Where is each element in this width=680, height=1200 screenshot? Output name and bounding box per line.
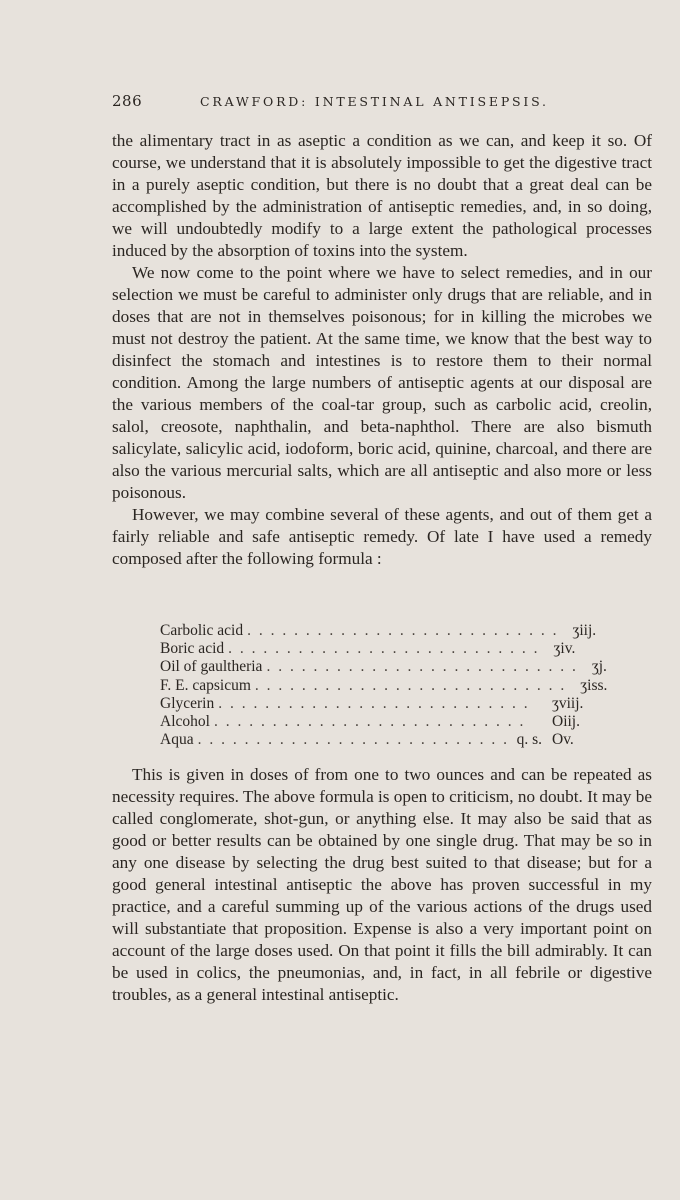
paragraph: This is given in doses of from one to two ounces and can be repeated as necessity requires. The above formula is open to criticism, no doubt. It may be called conglomerate, shot-gun, or anything else. It may also be said that as good or better results can be obtained by one single drug. That may be so in any one disease by selecting the drug best suited to that disease; but for a good general intestinal antiseptic the above has proven successful in my practice, and a careful summing up of the various actions of the drugs used will substantiate that proposition. Expense is also a very important point on account of the large doses used. On that point it fills the bill admirably. It can be used in colics, the pneumonias, and, in fact, in all febrile or digestive troubles, as a general intestinal antiseptic. <box>112 765 652 1004</box>
ingredient-amount: ʒiij. <box>572 622 597 639</box>
leader-dots: . . . . . . . . . . . . . . . . . . . . . . . . . . . <box>213 713 526 731</box>
ingredient-name: Alcohol <box>160 713 210 731</box>
leader-dots: . . . . . . . . . . . . . . . . . . . . . . . . . . . <box>254 676 567 694</box>
ingredient-amount: ʒiv. <box>553 640 576 658</box>
body-text-top <box>112 130 652 570</box>
page-header <box>112 92 572 114</box>
formula-row <box>160 658 607 676</box>
body-text-bottom <box>112 764 652 1006</box>
qs-note: q. s. <box>516 731 542 749</box>
formula-row <box>160 640 600 658</box>
ingredient-name: F. E. capsicum <box>160 676 251 694</box>
prescription-formula <box>160 622 608 749</box>
ingredient-amount: ʒj. <box>591 658 607 676</box>
paragraph: We now come to the point where we have to select remedies, and in our selection we must be careful to administer only drugs that are reliable, and in doses that are not in themselves poisonous; for in killing the microbes we must not destroy the patient. At the same time, we know that the best way to disinfect the stomach and intestines is to restore them to their normal condition. Among the large numbers of antiseptic agents at our disposal are the various members of the coal-tar group, such as carbolic acid, creolin, salol, creosote, naphthalin, and beta-naphthol. There are also bismuth salicylate, salicylic acid, iodoform, boric acid, quinine, charcoal, and there are also the various mercurial salts, which are all antiseptic and also more or less poisonous. <box>112 263 652 502</box>
leader-dots: . . . . . . . . . . . . . . . . . . . . . . . . . . . <box>218 694 530 712</box>
running-title: CRAWFORD: INTESTINAL ANTISEPSIS. <box>200 94 549 109</box>
ingredient-amount: Ov. <box>552 731 574 749</box>
leader-dots: . . . . . . . . . . . . . . . . . . . . . . . . . . . <box>247 622 559 639</box>
paragraph: However, we may combine several of these agents, and out of them get a fairly reliable and safe antiseptic remedy. Of late I have used a remedy composed after the following formula : <box>112 505 652 568</box>
ingredient-name: Carbolic acid <box>160 622 244 639</box>
paragraph: the alimentary tract in as aseptic a condition as we can, and keep it so. Of course, we understand that it is absolutely impossible to get the digestive tract in a purely aseptic condition, but there is no doubt that a great deal can be accomplished by the administration of antiseptic remedies, and, in so doing, we will undoubtedly modify to a large extent the pathological processes induced by the absorption of toxins into the system. <box>112 131 652 260</box>
ingredient-name: Boric acid <box>160 640 225 658</box>
formula-row <box>160 713 600 731</box>
ingredient-amount: ʒviij. <box>552 694 584 712</box>
leader-dots: . . . . . . . . . . . . . . . . . . . . . . . . . . . <box>228 640 540 658</box>
ingredient-name: Oil of gaultheria <box>160 658 263 676</box>
page-number: 286 <box>112 92 143 110</box>
leader-dots: . . . . . . . . . . . . . . . . . . . . . . . . . . . <box>266 658 578 676</box>
leader-dots: . . . . . . . . . . . . . . . . . . . . . . . . . . . <box>197 731 509 749</box>
formula-row <box>160 676 608 695</box>
formula-row <box>160 695 600 713</box>
ingredient-name: Glycerin <box>160 694 215 712</box>
formula-row <box>160 622 600 640</box>
ingredient-name: Aqua <box>160 731 194 749</box>
ingredient-amount: Oiij. <box>552 713 580 731</box>
ingredient-amount: ʒiss. <box>580 676 608 694</box>
formula-row <box>160 731 600 749</box>
